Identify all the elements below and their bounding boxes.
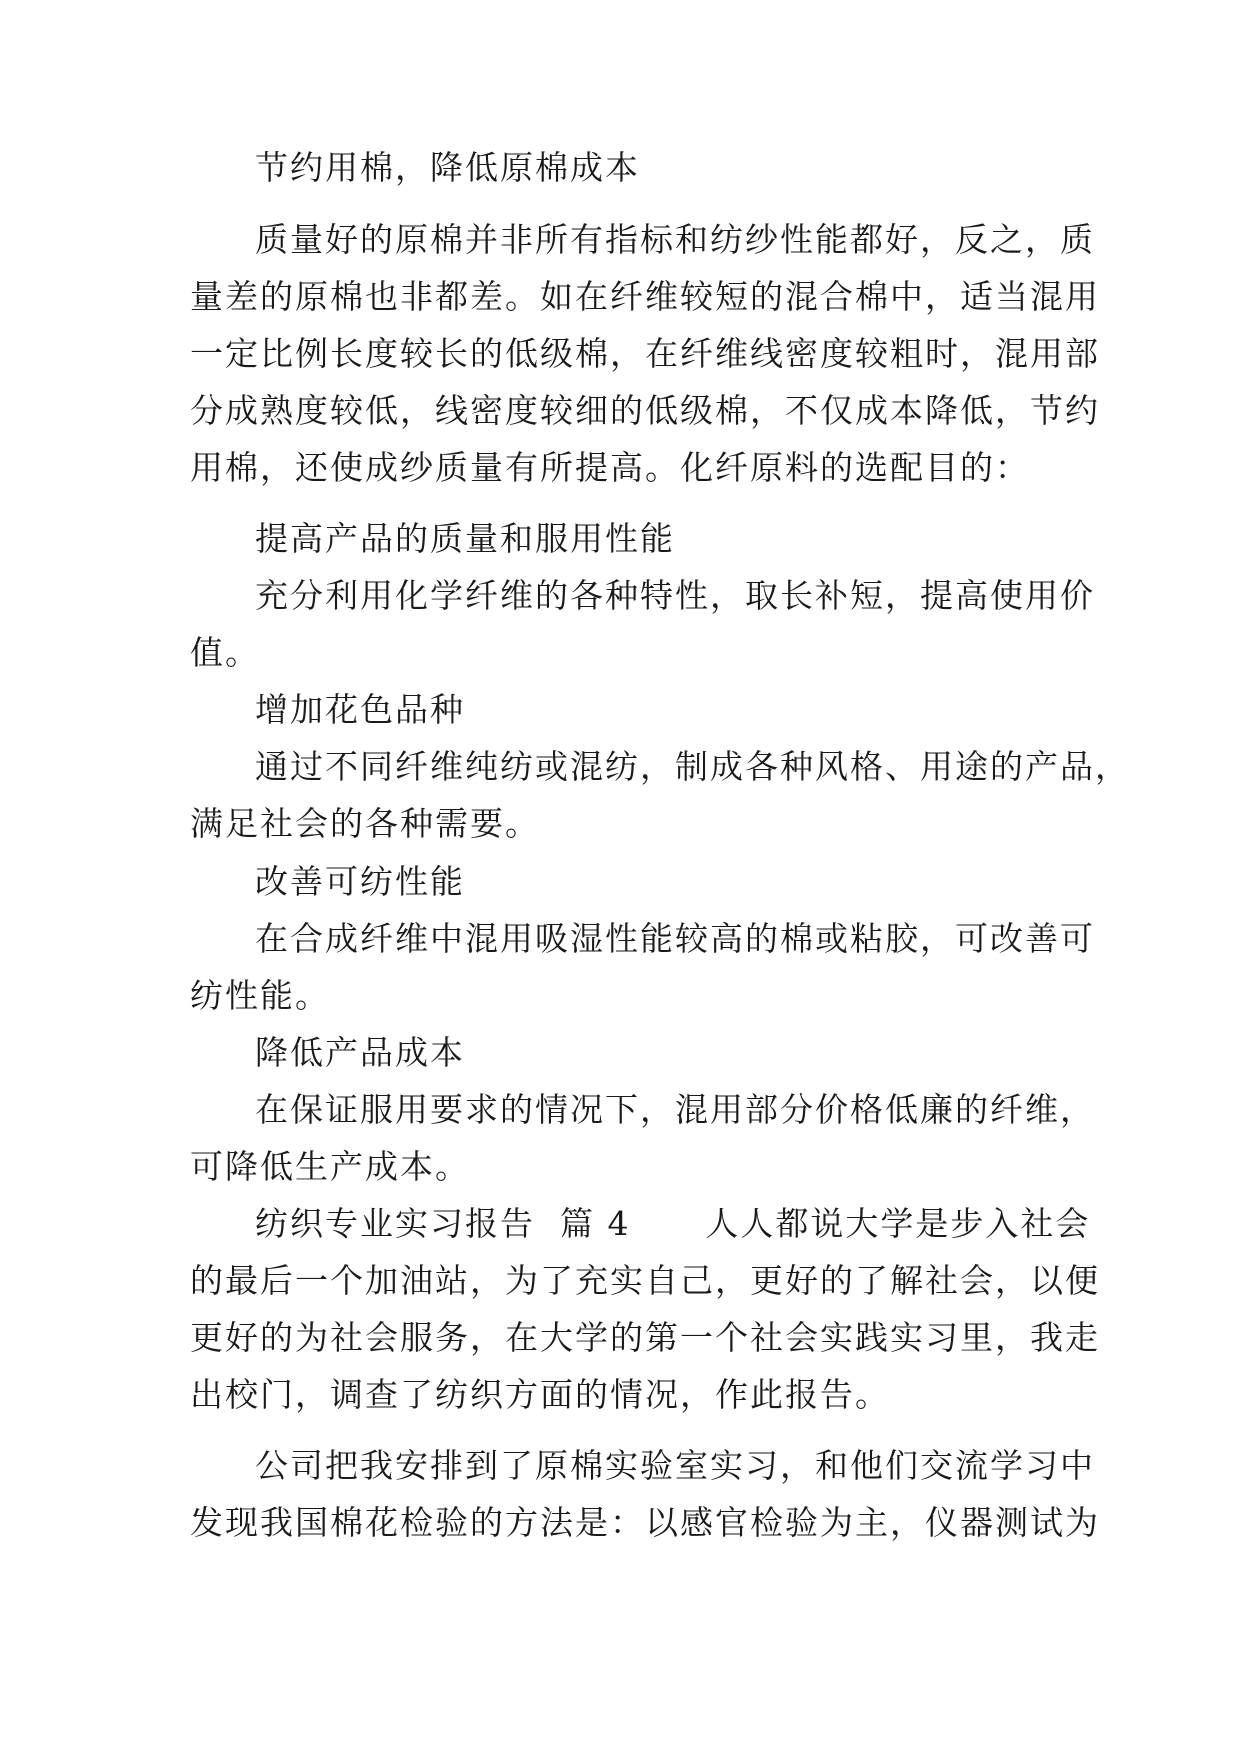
paragraph-line: 用棉，还使成纱质量有所提高。化纤原料的选配目的： — [190, 448, 1030, 487]
heading-save-cotton: 节约用棉，降低原棉成本 — [255, 148, 640, 187]
heading-spinnability: 改善可纺性能 — [255, 862, 465, 901]
paragraph-line: 更好的为社会服务，在大学的第一个社会实践实习里，我走 — [190, 1318, 1100, 1357]
paragraph-line: 在保证服用要求的情况下，混用部分价格低廉的纤维， — [255, 1090, 1095, 1129]
paragraph-line: 公司把我安排到了原棉实验室实习，和他们交流学习中 — [255, 1446, 1095, 1485]
heading-lower-cost: 降低产品成本 — [255, 1033, 465, 1072]
paragraph-line: 值。 — [190, 633, 260, 672]
paragraph-line: 充分利用化学纤维的各种特性，取长补短，提高使用价 — [255, 576, 1095, 615]
section-title-part-4: 纺织专业实习报告 篇 4 人人都说大学是步入社会 — [255, 1204, 1091, 1243]
paragraph-line: 一定比例长度较长的低级棉，在纤维线密度较粗时，混用部 — [190, 334, 1100, 373]
heading-add-varieties: 增加花色品种 — [255, 690, 465, 729]
paragraph-line: 的最后一个加油站，为了充实自己，更好的了解社会，以便 — [190, 1261, 1100, 1300]
paragraph-line: 分成熟度较低，线密度较细的低级棉，不仅成本降低，节约 — [190, 391, 1100, 430]
heading-improve-quality: 提高产品的质量和服用性能 — [255, 519, 675, 558]
paragraph-line: 满足社会的各种需要。 — [190, 804, 540, 843]
paragraph-line: 质量好的原棉并非所有指标和纺纱性能都好，反之，质 — [255, 220, 1095, 259]
paragraph-line: 发现我国棉花检验的方法是：以感官检验为主，仪器测试为 — [190, 1503, 1100, 1542]
paragraph-line: 出校门，调查了纺织方面的情况，作此报告。 — [190, 1375, 890, 1414]
paragraph-line: 在合成纤维中混用吸湿性能较高的棉或粘胶，可改善可 — [255, 919, 1095, 958]
paragraph-line: 通过不同纤维纯纺或混纺，制成各种风格、用途的产品， — [255, 747, 1130, 786]
paragraph-line: 可降低生产成本。 — [190, 1147, 470, 1186]
paragraph-line: 量差的原棉也非都差。如在纤维较短的混合棉中，适当混用 — [190, 277, 1100, 316]
paragraph-line: 纺性能。 — [190, 976, 330, 1015]
